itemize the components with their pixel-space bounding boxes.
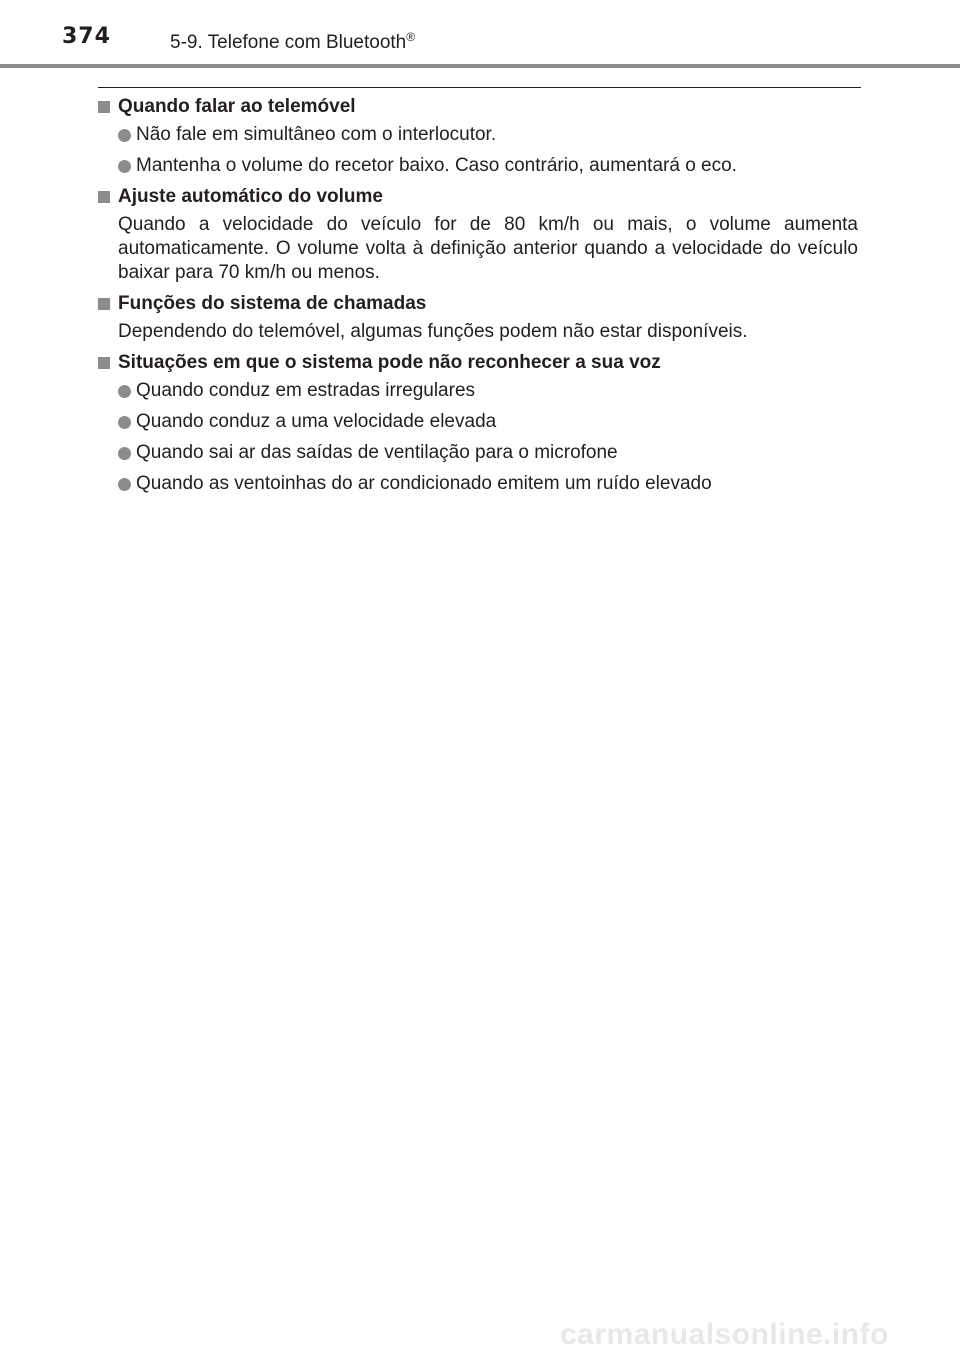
section-title [170,30,415,54]
list-item-text: Quando conduz em estradas irregulares [136,380,476,401]
page-content [98,95,858,503]
square-bullet-icon [98,101,110,113]
circle-bullet-icon [118,416,131,429]
section-heading-text: Quando falar ao telemóvel [118,96,356,117]
section-heading-text: Situações em que o sistema pode não reconhecer a sua voz [118,352,661,373]
list-item [98,472,858,496]
list-item [98,154,858,178]
square-bullet-icon [98,191,110,203]
square-bullet-icon [98,298,110,310]
section-title-text: 5-9. Telefone com Bluetooth [170,32,407,53]
list-item [98,379,858,403]
list-item [98,410,858,434]
circle-bullet-icon [118,447,131,460]
list-item-text: Quando as ventoinhas do ar condicionado emitem um ruído elevado [136,473,712,494]
list-item [98,123,858,147]
circle-bullet-icon [118,129,131,142]
circle-bullet-icon [118,385,131,398]
list-item-text: Não fale em simultâneo com o interlocutor. [136,124,497,145]
section-paragraph: Dependendo do telemóvel, algumas funções podem não estar disponíveis. [118,321,748,342]
circle-bullet-icon [118,478,131,491]
watermark: carmanualsonline.info [560,1318,889,1351]
list-item-text: Quando conduz a uma velocidade elevada [136,411,497,432]
header-divider [0,64,960,68]
section-paragraph: Quando a velocidade do veículo for de 80 km/h ou mais, o volume aumenta automaticamente. O volume volta à definição anterior quando a velocidade do veículo baixar para 70 km/h ou menos. [118,214,858,283]
list-item-text: Mantenha o volume do recetor baixo. Caso contrário, aumentará o eco. [136,155,737,176]
page-number: 374 [62,24,111,49]
page-header [0,0,960,64]
section-heading [98,292,858,316]
section-heading-text: Ajuste automático do volume [118,186,383,207]
list-item [98,441,858,465]
content-divider [98,87,861,88]
square-bullet-icon [98,357,110,369]
section-heading [98,95,858,119]
list-item-text: Quando sai ar das saídas de ventilação para o microfone [136,442,618,463]
circle-bullet-icon [118,160,131,173]
section-heading [98,185,858,209]
section-heading-text: Funções do sistema de chamadas [118,293,427,314]
section-heading [98,351,858,375]
registered-mark: ® [406,30,416,44]
